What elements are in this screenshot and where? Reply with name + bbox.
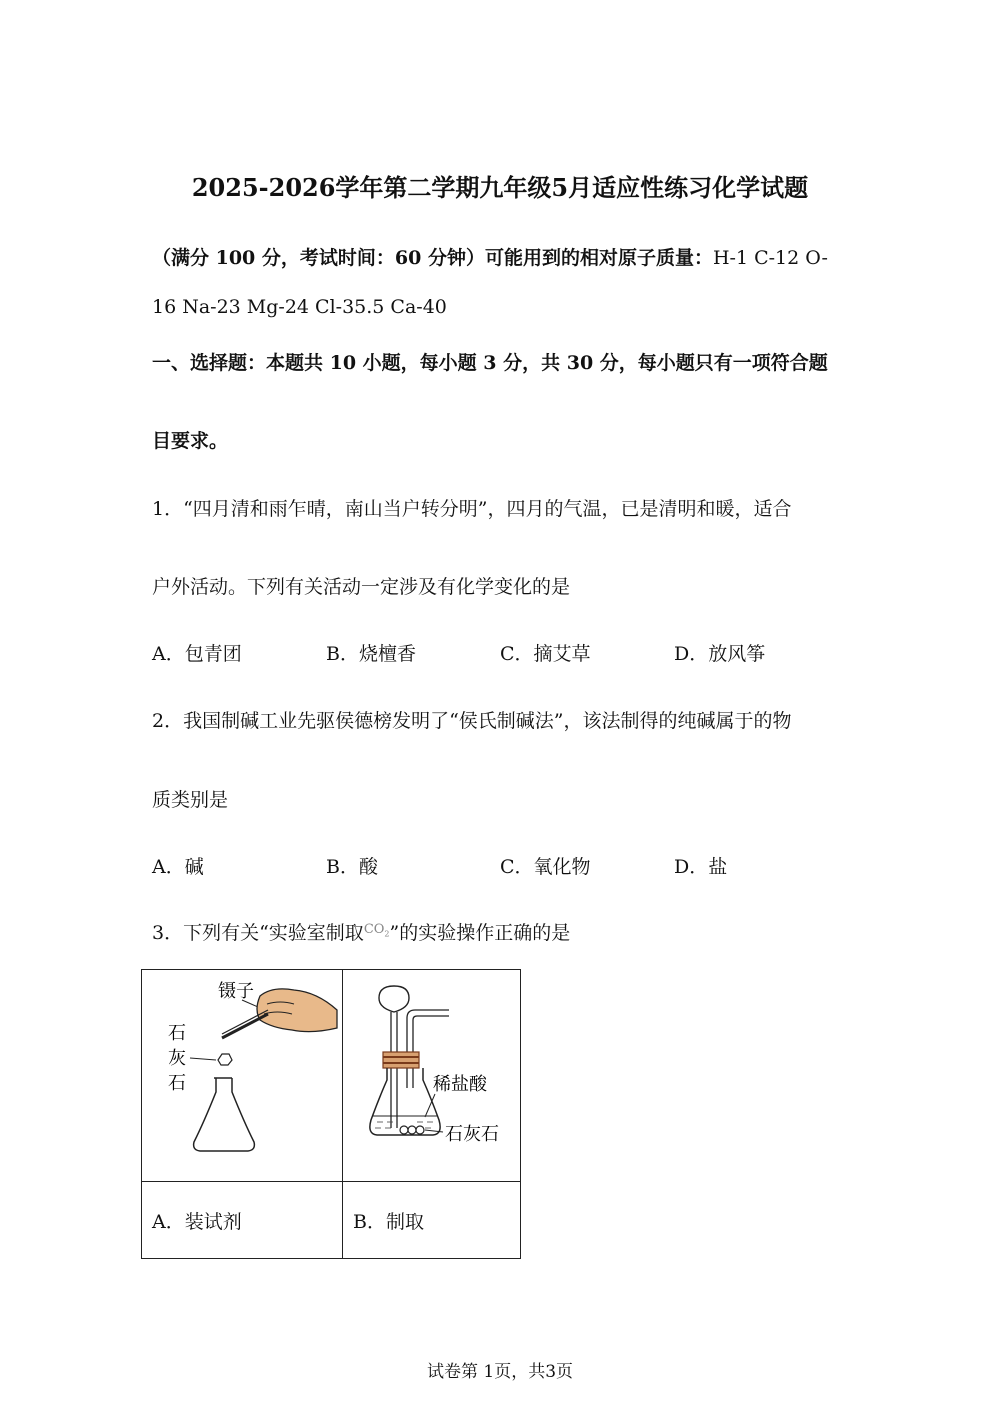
conical-flask-icon xyxy=(370,1068,440,1135)
hand-icon xyxy=(257,989,337,1032)
question-1-line2: 户外活动。下列有关活动一定涉及有化学变化的是 xyxy=(152,576,571,598)
figure-b-caption[interactable]: B．制取 xyxy=(343,1182,521,1259)
tweezers-label: 镊子 xyxy=(218,981,254,1002)
q1-option-a[interactable]: A．包青团 xyxy=(152,643,242,665)
limestone-piece-icon xyxy=(400,1126,408,1134)
limestone-label-2: 灰 xyxy=(168,1048,186,1069)
figure-a-illustration xyxy=(142,970,342,1177)
hydrochloric-acid-label: 稀盐酸 xyxy=(433,1074,487,1095)
q2-option-c[interactable]: C．氧化物 xyxy=(500,856,591,878)
atomic-mass-part2: 16 Na-23 Mg-24 Cl-35.5 Ca-40 xyxy=(152,296,447,318)
figure-b-illustration xyxy=(343,970,520,1177)
page-footer: 试卷第 1页，共3页 xyxy=(426,1362,574,1382)
q1-option-c[interactable]: C．摘艾草 xyxy=(500,643,591,665)
q2-option-b[interactable]: B．酸 xyxy=(326,856,378,878)
limestone-label-3: 石 xyxy=(168,1073,186,1094)
limestone-label: 石灰石 xyxy=(445,1124,499,1145)
exam-info xyxy=(152,243,828,270)
q1-option-d[interactable]: D．放风筝 xyxy=(674,643,766,665)
section-heading-line2: 目要求。 xyxy=(152,430,229,452)
figure-b-cell xyxy=(343,970,521,1182)
limestone-piece-icon xyxy=(218,1054,232,1065)
exam-info-bold: （满分 100 分，考试时间：60 分钟）可能用到的相对原子质量： xyxy=(152,247,713,269)
q2-option-d[interactable]: D．盐 xyxy=(674,856,728,878)
tweezers-icon xyxy=(222,1014,268,1038)
figure-a-cell xyxy=(142,970,343,1182)
q3-text-before: 3．下列有关“实验室制取 xyxy=(152,922,364,944)
question-2-line2: 质类别是 xyxy=(152,789,229,811)
question-3-line xyxy=(152,918,570,945)
limestone-label-1: 石 xyxy=(168,1023,186,1044)
atomic-mass-part1: H-1 C-12 O- xyxy=(712,247,828,269)
section-heading-line1: 一、选择题：本题共 10 小题，每小题 3 分，共 30 分，每小题只有一项符合题 xyxy=(152,352,828,374)
co2-formula: CO2 xyxy=(363,922,390,939)
funnel-icon xyxy=(379,986,409,1012)
figure-a-caption[interactable]: A．装试剂 xyxy=(142,1182,343,1259)
question-2-line1: 2．我国制碱工业先驱侯德榜发明了“侯氏制碱法”，该法制得的纯碱属于的物 xyxy=(152,710,792,732)
figure-table xyxy=(141,969,521,1259)
conical-flask-icon xyxy=(194,1078,255,1151)
q2-option-a[interactable]: A．碱 xyxy=(152,856,204,878)
q3-text-after: ”的实验操作正确的是 xyxy=(389,922,571,944)
q1-option-b[interactable]: B．烧檀香 xyxy=(326,643,416,665)
page-title: 2025-2026学年第二学期九年级5月适应性练习化学试题 xyxy=(191,173,809,202)
question-1-line1: 1．“四月清和雨乍晴，南山当户转分明”，四月的气温，已是清明和暖，适合 xyxy=(152,498,792,520)
stopper-icon xyxy=(383,1052,419,1068)
